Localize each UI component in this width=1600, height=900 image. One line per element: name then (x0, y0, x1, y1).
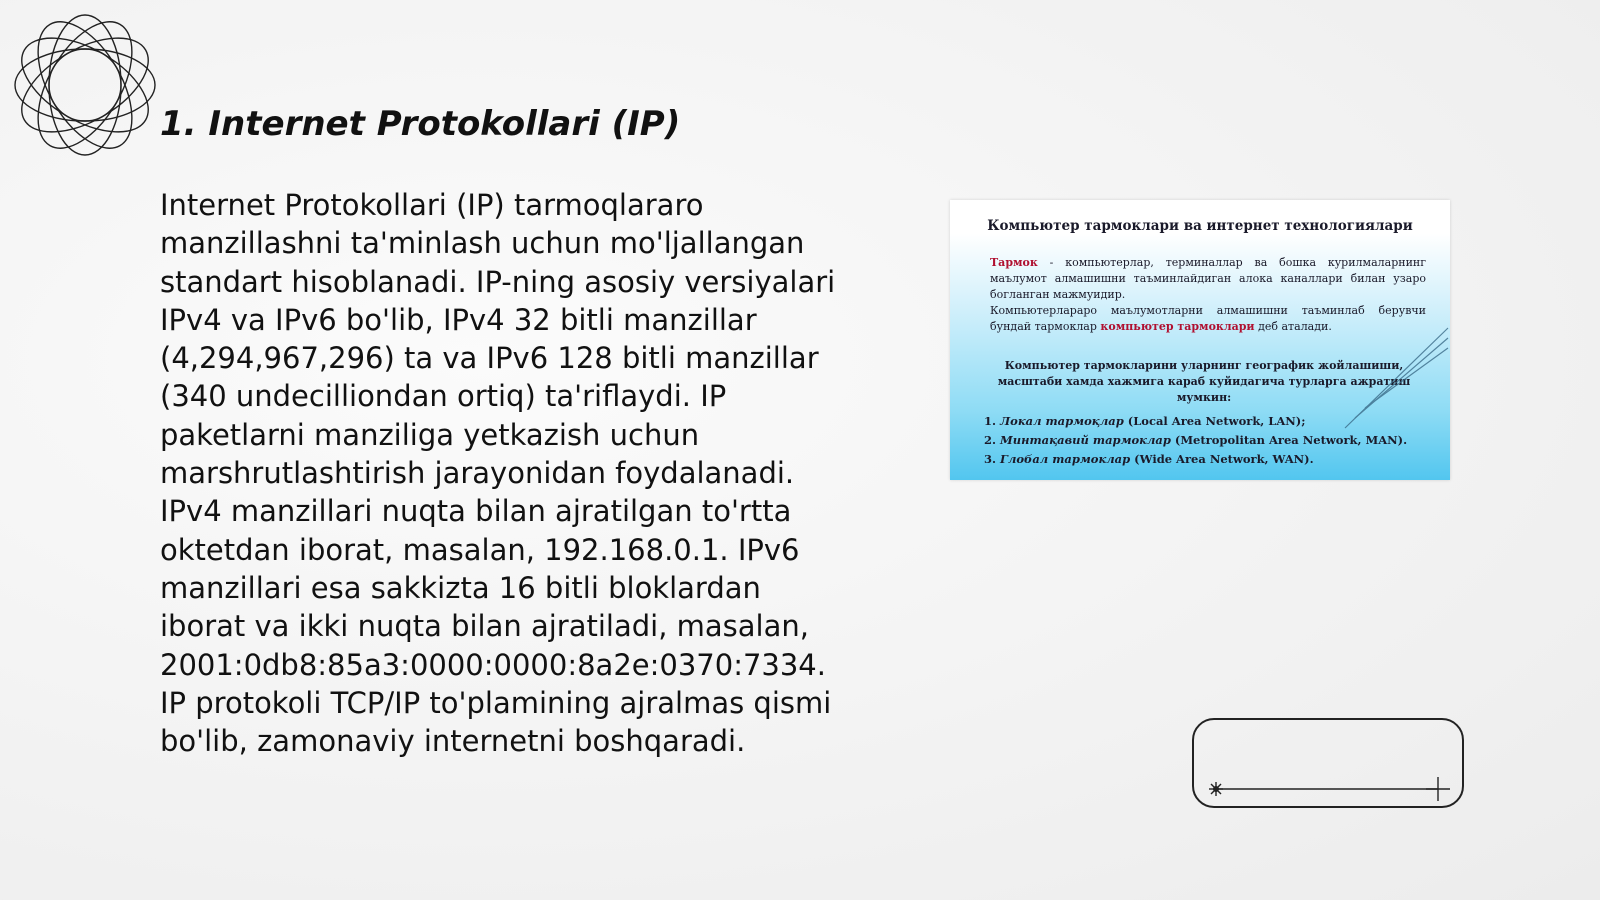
decorative-frame (1192, 718, 1464, 808)
image-definition-text-3: деб аталади. (1254, 320, 1332, 333)
image-heading: Компьютер тармокларини уларнинг географик жойлашиши, масштаби хамда хажмига караб куйидагича турларга ажратиш мумкин: (997, 359, 1411, 404)
spirograph-icon (10, 10, 160, 160)
list-item: 3. Глобал тармоклар (Wide Area Network, WAN). (1000, 450, 1407, 469)
network-technologies-image (950, 200, 1450, 480)
image-term: Тармок (990, 256, 1038, 269)
image-title: Компьютер тармоклари ва интернет технологиялари (987, 218, 1413, 234)
image-definition (990, 255, 1426, 335)
timeline-slider-icon (1194, 720, 1466, 810)
list-item: 1. Локал тармоқлар (Local Area Network, LAN); (1000, 412, 1407, 431)
image-term-2: компьютер тармоклари (1100, 320, 1255, 333)
slide-body-text: Internet Protokollari (IP) tarmoqlararo manzillashni ta'minlash uchun mo'ljallangan standart hisoblanadi. IP-ning asosiy versiyalari IPv4 va IPv6 bo'lib, IPv4 32 bitli manzillar (4,294,967,296) ta va IPv6 128 bitli manzillar (340 undecilliondan ortiq) ta'riflaydi. IP paketlarni manziliga yetkazish uchun marshrutlashtirish jarayonidan foydalanadi. IPv4 manzillari nuqta bilan ajratilgan to'rtta oktetdan iborat, masalan, 192.168.0.1. IPv6 manzillari esa sakkizta 16 bitli bloklardan iborat va ikki nuqta bilan ajratiladi, masalan, 2001:0db8:85a3:0000:0000:8a2e:0370:7334. IP protokoli TCP/IP to'plamining ajralmas qismi bo'lib, zamonaviy internetni boshqaradi. (160, 188, 836, 759)
image-network-types-list (978, 412, 1407, 469)
slide-title: 1. Internet Protokollari (IP) (160, 104, 681, 144)
list-item: 2. Минтақавий тармоклар (Metropolitan Area Network, MAN). (1000, 431, 1407, 450)
image-definition-text: - компьютерлар, терминаллар ва бошка курилмаларнинг маълумот алмашишни таъминлайдиган алока каналлари билан узаро богланган мажмуидир. (990, 256, 1426, 301)
image-definition-text-2: Компьютерлараро маълумотларни алмашишни таъминлаб берувчи бундай тармоклар (990, 304, 1426, 333)
